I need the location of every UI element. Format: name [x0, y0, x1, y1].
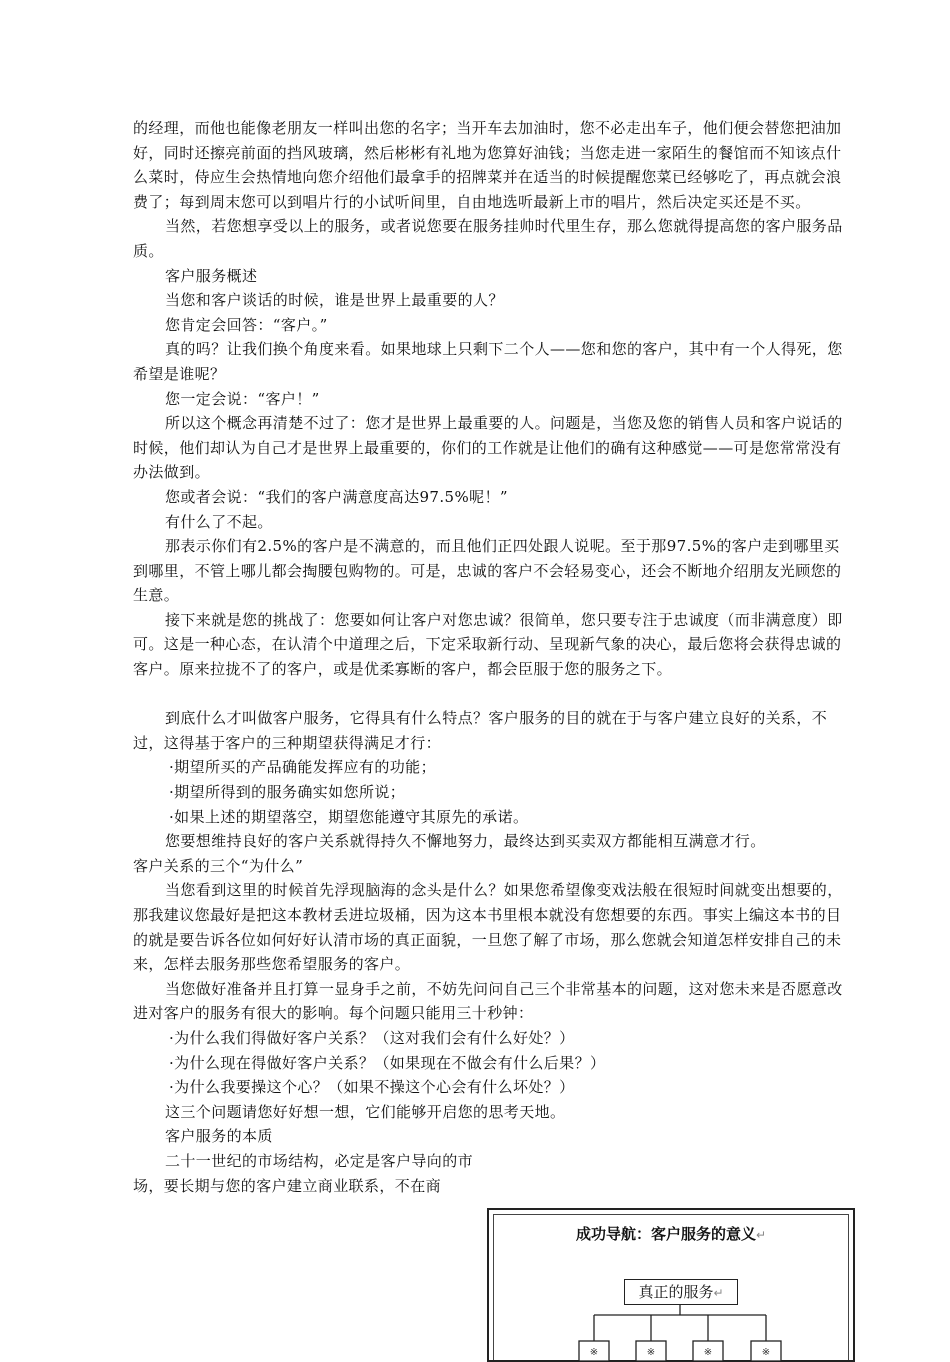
- tree-child-label: ※: [761, 1347, 771, 1358]
- paragraph: 当然，若您想享受以上的服务，或者说您要在服务挂帅时代里生存，那么您就得提高您的客户服务品质。: [133, 217, 843, 260]
- return-mark-icon: ↵: [713, 1286, 724, 1300]
- paragraph: 所以这个概念再清楚不过了：您才是世界上最重要的人。问题是，当您及您的销售人员和客户说话的时候，他们却认为自己才是世界上最重要的，你们的工作就是让他们的确有这种感觉——可是您常常没有办法做到。: [133, 414, 843, 482]
- section-heading: 客户服务概述: [165, 266, 258, 285]
- section-heading: 客户服务的本质: [165, 1127, 273, 1146]
- bullet-item: ·如果上述的期望落空，期望您能遵守其原先的承诺。: [169, 807, 529, 826]
- paragraph: 二十一世纪的市场结构，必定是客户导向的市场，要长期与您的客户建立商业联系，不在商: [133, 1151, 474, 1195]
- paragraph: 的经理，而他也能像老朋友一样叫出您的名字；当开车去加油时，您不必走出车子，他们便会替您把油加好，同时还擦亮前面的挡风玻璃，然后彬彬有礼地为您算好油钱；当您走进一家陌生的餐馆而不知该点什么菜时，侍应生会热情地向您介绍他们最拿手的招牌菜并在适当的时候提醒您菜已经够吃了，再点就会浪费了；每到周末您可以到唱片行的小试听间里，自由地选听最新上市的唱片，然后决定买还是不买。: [133, 119, 842, 211]
- paragraph: 这三个问题请您好好想一想，它们能够开启您的思考天地。: [165, 1102, 566, 1121]
- paragraph: 您或者会说：“我们的客户满意度高达97.5%呢！”: [165, 487, 508, 506]
- paragraph: 您要想维持良好的客户关系就得持久不懈地努力，最终达到买卖双方都能相互满意才行。: [165, 832, 766, 851]
- figure-box: [487, 1208, 855, 1362]
- return-mark-icon: ↵: [755, 1228, 767, 1242]
- paragraph: 有什么了不起。: [165, 512, 273, 531]
- section-heading: 客户关系的三个“为什么”: [133, 856, 304, 875]
- bullet-item: ·期望所得到的服务确实如您所说；: [169, 783, 406, 802]
- paragraph: 真的吗？让我们换个角度来看。如果地球上只剩下二个人——您和您的客户，其中有一个人得死，您希望是谁呢？: [133, 340, 843, 383]
- paragraph: 您肯定会回答：“客户。”: [165, 315, 328, 334]
- tree-connectors: [494, 1215, 848, 1361]
- tree-child-label: ※: [589, 1347, 599, 1358]
- blank-line: [133, 682, 853, 707]
- paragraph: 到底什么才叫做客户服务，它得具有什么特点？客户服务的目的就在于与客户建立良好的关系，不过，这得基于客户的三种期望获得满足才行：: [133, 709, 828, 752]
- paragraph: 接下来就是您的挑战了：您要如何让客户对您忠诚？很简单，您只要专注于忠诚度（而非满意度）即可。这是一种心态，在认清个中道理之后，下定采取新行动、呈现新气象的决心，最后您将会获得忠诚的客户。原来拉拢不了的客户，或是优柔寡断的客户，都会臣服于您的服务之下。: [133, 610, 843, 679]
- bullet-item: ·为什么我们得做好客户关系？（这对我们会有什么好处？）: [169, 1028, 575, 1047]
- figure-title-text: 成功导航：客户服务的意义: [575, 1225, 756, 1243]
- bullet-item: ·为什么现在得做好客户关系？（如果现在不做会有什么后果？）: [169, 1053, 606, 1072]
- paragraph: 您一定会说：“客户！”: [165, 389, 320, 408]
- tree-child-label: ※: [703, 1347, 713, 1358]
- bullet-item: ·为什么我要操这个心？（如果不操这个心会有什么坏处？）: [169, 1078, 575, 1097]
- document-body: [133, 116, 853, 1198]
- bullet-item: ·期望所买的产品确能发挥应有的功能；: [169, 758, 436, 777]
- paragraph: 当您和客户谈话的时候，谁是世界上最重要的人？: [165, 291, 504, 310]
- paragraph: 当您做好准备并且打算一显身手之前，不妨先问问自己三个非常基本的问题，这对您未来是否愿意改进对客户的服务有很大的影响。每个问题只能用三十秒钟：: [133, 979, 843, 1023]
- paragraph: 当您看到这里的时候首先浮现脑海的念头是什么？如果您希望像变戏法般在很短时间就变出想要的，那我建议您最好是把这本教材丢进垃圾桶，因为这本书里根本就没有您想要的东西。事实上编这本书的目的就是要告诉各位如何好好认清市场的真正面貌，一旦您了解了市场，那么您就会知道怎样安排自己的未来，怎样去服务那些您希望服务的客户。: [133, 881, 843, 974]
- tree-node-top-label: 真正的服务: [638, 1283, 714, 1301]
- tree-child-label: ※: [646, 1347, 656, 1358]
- paragraph: 那表示你们有2.5%的客户是不满意的，而且他们正四处跟人说呢。至于那97.5%的客户走到哪里买到哪里，不管上哪儿都会掏腰包购物的。可是，忠诚的客户不会轻易变心，还会不断地介绍朋友光顾您的生意。: [133, 537, 842, 605]
- figure-inner-frame: [493, 1214, 849, 1360]
